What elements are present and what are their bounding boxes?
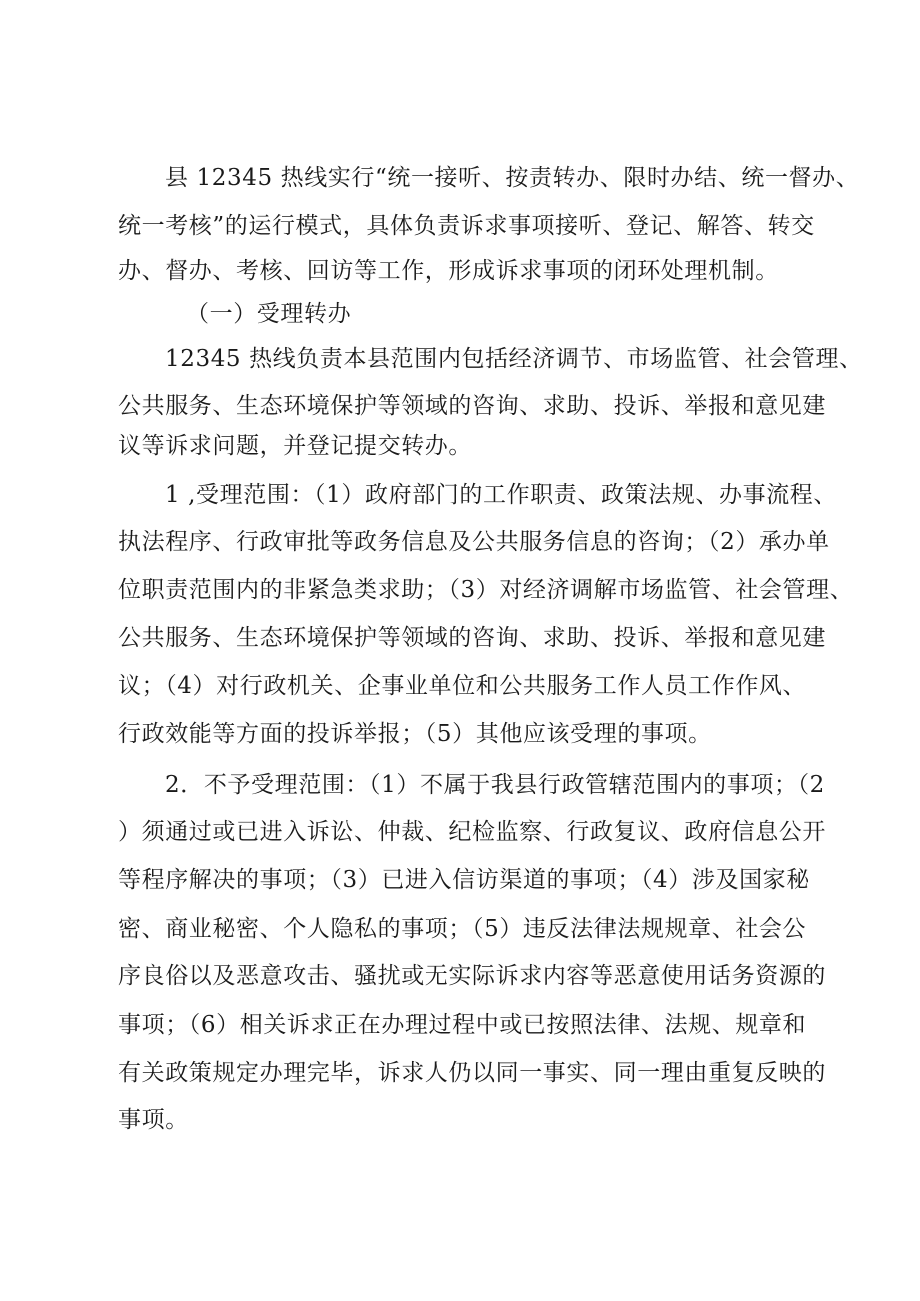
paragraph-1-line-1: 县 12345 热线实行“统一接听、按责转办、限时办结、统一督办、 bbox=[165, 165, 860, 191]
paragraph-4-line-7: 有关政策规定办理完毕，诉求人仍以同一事实、同一理由重复反映的 bbox=[118, 1060, 826, 1086]
section-heading: （一）受理转办 bbox=[186, 301, 352, 327]
paragraph-1-line-2: 统一考核”的运行模式，具体负责诉求事项接听、登记、解答、转交 bbox=[118, 213, 815, 239]
paragraph-4-line-3: 等程序解决的事项；（3）已进入信访渠道的事项；（4）涉及国家秘 bbox=[118, 867, 810, 893]
paragraph-4-line-8: 事项。 bbox=[118, 1107, 189, 1133]
paragraph-4-line-2: ）须通过或已进入诉讼、仲裁、纪检监察、行政复议、政府信息公开 bbox=[118, 819, 826, 845]
paragraph-4-line-1: 2．不予受理范围：（1）不属于我县行政管辖范围内的事项；（2 bbox=[165, 772, 825, 798]
paragraph-3-line-6: 行政效能等方面的投诉举报；（5）其他应该受理的事项。 bbox=[118, 721, 712, 747]
paragraph-3-line-4: 公共服务、生态环境保护等领域的咨询、求助、投诉、举报和意见建 bbox=[118, 625, 826, 651]
paragraph-3-line-2: 执法程序、行政审批等政务信息及公共服务信息的咨询；（2）承办单 bbox=[118, 529, 830, 555]
paragraph-2-line-1: 12345 热线负责本县范围内包括经济调节、市场监管、社会管理、 bbox=[165, 346, 863, 372]
paragraph-3-line-1: 1 ,受理范围：（1）政府部门的工作职责、政策法规、办事流程、 bbox=[165, 482, 837, 508]
paragraph-2-line-3: 议等诉求问题，并登记提交转办。 bbox=[118, 433, 472, 459]
paragraph-4-line-5: 序良俗以及恶意攻击、骚扰或无实际诉求内容等恶意使用话务资源的 bbox=[118, 963, 826, 989]
paragraph-4-line-4: 密、商业秘密、个人隐私的事项；（5）违反法律法规规章、社会公 bbox=[118, 916, 807, 942]
paragraph-3-line-3: 位职责范围内的非紧急类求助；（3）对经济调解市场监管、社会管理、 bbox=[118, 577, 854, 603]
paragraph-4-line-6: 事项；（6）相关诉求正在办理过程中或已按照法律、法规、规章和 bbox=[118, 1012, 807, 1038]
paragraph-2-line-2: 公共服务、生态环境保护等领域的咨询、求助、投诉、举报和意见建 bbox=[118, 393, 826, 419]
paragraph-1-line-3: 办、督办、考核、回访等工作，形成诉求事项的闭环处理机制。 bbox=[118, 258, 779, 284]
paragraph-3-line-5: 议；（4）对行政机关、企事业单位和公共服务工作人员工作作风、 bbox=[118, 673, 807, 699]
